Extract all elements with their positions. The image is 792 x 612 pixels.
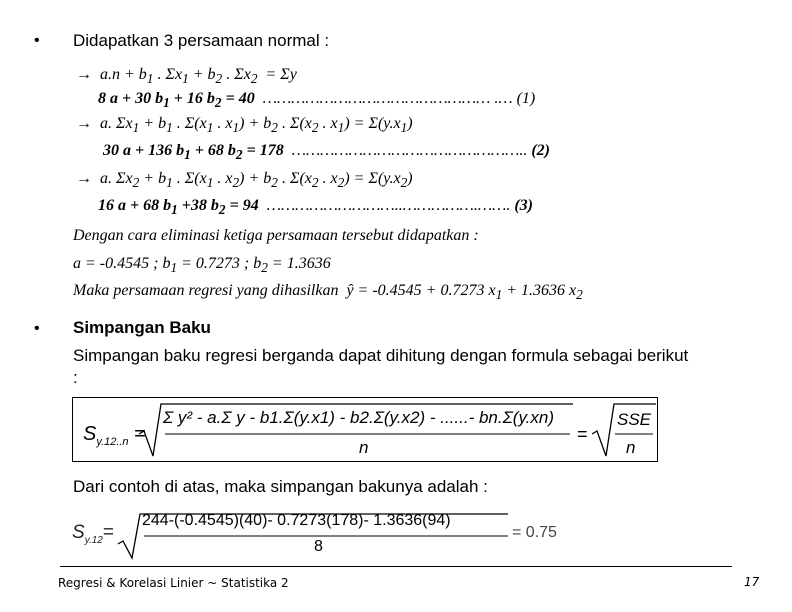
general-formula-equals: = [577,424,588,444]
example-formula-result: = 0.75 [512,524,557,541]
page-number: 17 [744,575,760,589]
section1-heading: Didapatkan 3 persamaan normal : [73,31,330,50]
coefficients-line: a = -0.4545 ; $b_1 = 0.7273$ ; $b_2 = 1.3636$ [73,255,331,276]
section2-description-colon: : [73,368,78,387]
general-formula-numerator: Σ y² - a.Σ y - b1.Σ(y.x1) - b2.Σ(y.x2) - ......- bn.Σ(y.xn) [163,408,555,427]
footer-title: Regresi & Korelasi Linier ~ Statistika 2 [58,576,289,590]
section2-heading: Simpangan Baku [73,318,211,337]
equation-line-6: 16 a + 68 $b_1 +38$ $b_2 = 94$ ………………………..…………….……. (3) [98,197,533,218]
example-formula [72,510,562,560]
bullet-2: • [34,320,40,337]
section2-description: Simpangan baku regresi berganda dapat dihitung dengan formula sebagai berikut [73,346,689,365]
elimination-text: Dengan cara eliminasi ketiga persamaan tersebut didapatkan : [73,227,479,244]
general-formula-rhs-denominator: n [626,438,636,457]
example-intro: Dari contoh di atas, maka simpangan bakunya adalah : [73,477,488,496]
bullet-1: • [34,32,40,49]
equation-line-1: → $a.n + b_1$ . $\Sigma x_1 + b_2$ . $\Sigma x_2 = \Sigma y$ [76,66,297,87]
equation-line-5: → a. $\Sigma x_2 + b_1$ . $\Sigma(x_1$ . $x_2) + b_2$ . $\Sigma(x_2$ . $x_2) = \Sigma(y.x_2)$ [76,170,413,191]
regression-equation: Maka persamaan regresi yang dihasilkan ŷ = -0.4545 + 0.7273 $x_1 + 1.3636$ $x_2$ [73,282,583,303]
example-formula-numerator: 244-(-0.4545)(40)- 0.7273(178)- 1.3636(94) [142,512,451,529]
equation-line-4: 30 a + 136 $b_1 + 68$ $b_2 = 178$ ………………………………………….. (2) [103,142,550,163]
equation-line-2: 8 a + 30 $b_1 + 16$ $b_2 = 40$ ………………………………………… .… (1) [98,90,536,111]
equation-line-3: → a. $\Sigma x_1 + b_1$ . $\Sigma(x_1$ . $x_1) + b_2$ . $\Sigma(x_2$ . $x_1) = \Sigma(y.x_1)$ [76,115,413,136]
example-formula-lhs: $S_{y.12}=$ [72,522,114,546]
footer-divider [60,566,732,567]
general-formula-denominator: n [359,438,369,457]
general-formula-rhs-numerator: SSE [617,410,652,429]
example-formula-denominator: 8 [314,538,323,555]
general-formula-lhs: $S_{y.12..n}$ = [83,423,146,448]
general-formula-box [72,397,658,462]
